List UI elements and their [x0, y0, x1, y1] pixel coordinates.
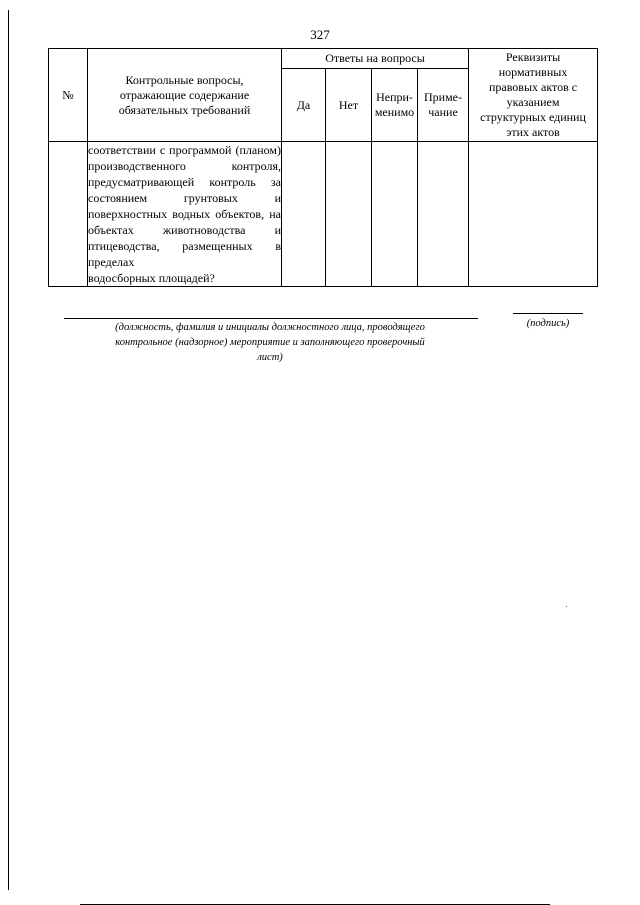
page-number: 327 — [310, 27, 330, 42]
header-requisites: Реквизиты нормативных правовых актов с указанием структурных единиц этих актов — [469, 49, 598, 142]
signature-caption: (подпись) — [526, 318, 570, 329]
header-no: Нет — [326, 69, 372, 142]
header-answers-group: Ответы на вопросы — [282, 49, 469, 69]
page-edge-left — [8, 10, 9, 890]
scan-speck — [566, 606, 567, 607]
header-number: № — [49, 49, 88, 142]
checklist-table — [48, 48, 598, 287]
answer-yes-cell — [282, 142, 326, 287]
table-row — [49, 142, 598, 287]
question-text-last-line: водосборных площадей? — [88, 271, 215, 285]
header-note: Приме- чание — [418, 69, 469, 142]
header-not-applicable: Непри- менимо — [372, 69, 418, 142]
question-cell — [88, 142, 282, 287]
answer-note-cell — [418, 142, 469, 287]
row-number-cell — [49, 142, 88, 287]
question-text: соответствии с программой (планом) производственного контроля, предусматривающей контроль за состоянием грунтовых и поверхностных водных объектов, на объектах животноводства и птицеводства, размещенных в пределах — [88, 143, 281, 269]
signature-line — [513, 313, 583, 314]
header-yes: Да — [282, 69, 326, 142]
header-row-top — [49, 49, 598, 69]
answer-not-applicable-cell — [372, 142, 418, 287]
header-questions: Контрольные вопросы, отражающие содержание обязательных требований — [88, 49, 282, 142]
official-caption: (должность, фамилия и инициалы должностного лица, проводящего контрольное (надзорное) мероприятие и заполняющего проверочный лист) — [115, 322, 425, 363]
official-signature-line — [64, 318, 478, 319]
answer-no-cell — [326, 142, 372, 287]
requisites-cell — [469, 142, 598, 287]
